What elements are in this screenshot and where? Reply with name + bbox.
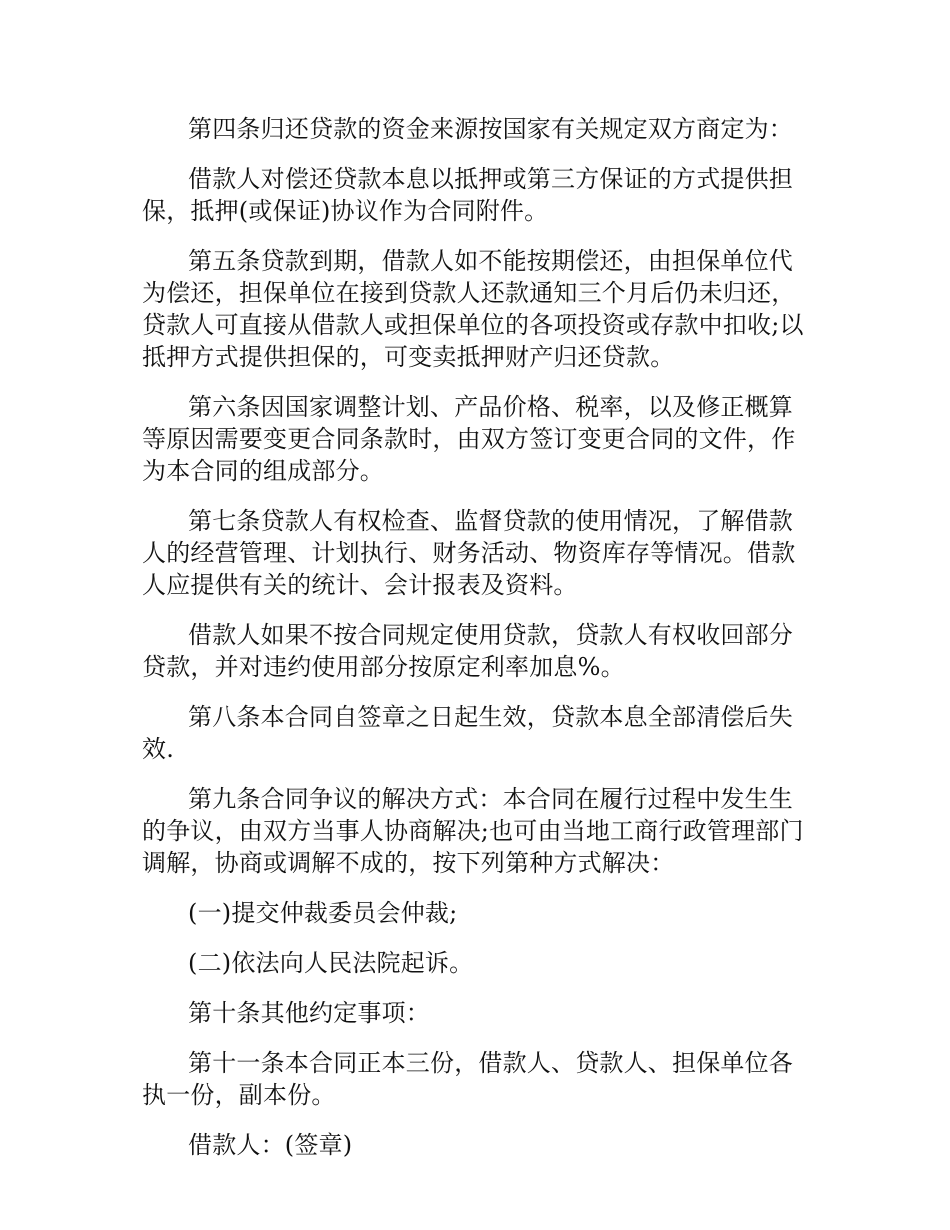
article-10-paragraph: 第十条其他约定事项： xyxy=(188,999,430,1027)
guarantee-paragraph: 借款人对偿还贷款本息以抵押或第三方保证的方式提供担保，抵押(或保证)协议作为合同附件。 xyxy=(142,165,793,225)
article-5-paragraph: 第五条贷款到期，借款人如不能按期偿还，由担保单位代为偿还，担保单位在接到贷款人还款通知三个月后仍未归还，贷款人可直接从借款人或担保单位的各项投资或存款中扣收;以抵押方式提供担保的，可变卖抵押财产归还贷款。 xyxy=(142,247,804,371)
article-6-paragraph: 第六条因国家调整计划、产品价格、税率，以及修正概算等原因需要变更合同条款时，由双方签订变更合同的文件，作为本合同的组成部分。 xyxy=(142,393,796,485)
article-9-paragraph: 第九条合同争议的解决方式：本合同在履行过程中发生生的争议，由双方当事人协商解决;也可由当地工商行政管理部门调解，协商或调解不成的，按下列第种方式解决： xyxy=(142,785,804,877)
article-4-paragraph: 第四条归还贷款的资金来源按国家有关规定双方商定为： xyxy=(188,115,793,143)
option-2-paragraph: (二)依法向人民法院起诉。 xyxy=(188,949,474,977)
article-11-paragraph: 第十一条本合同正本三份，借款人、贷款人、担保单位各执一份，副本份。 xyxy=(142,1049,793,1109)
option-1-paragraph: (一)提交仲裁委员会仲裁; xyxy=(188,899,458,927)
article-7-paragraph: 第七条贷款人有权检查、监督贷款的使用情况，了解借款人的经营管理、计划执行、财务活动、物资库存等情况。借款人应提供有关的统计、会计报表及资料。 xyxy=(142,507,796,599)
borrower-signature-line: 借款人：(签章) xyxy=(188,1131,353,1159)
document-body xyxy=(142,113,812,1179)
misuse-paragraph: 借款人如果不按合同规定使用贷款，贷款人有权收回部分贷款，并对违约使用部分按原定利率加息%。 xyxy=(142,621,793,681)
article-8-paragraph: 第八条本合同自签章之日起生效，贷款本息全部清偿后失效. xyxy=(142,703,793,763)
